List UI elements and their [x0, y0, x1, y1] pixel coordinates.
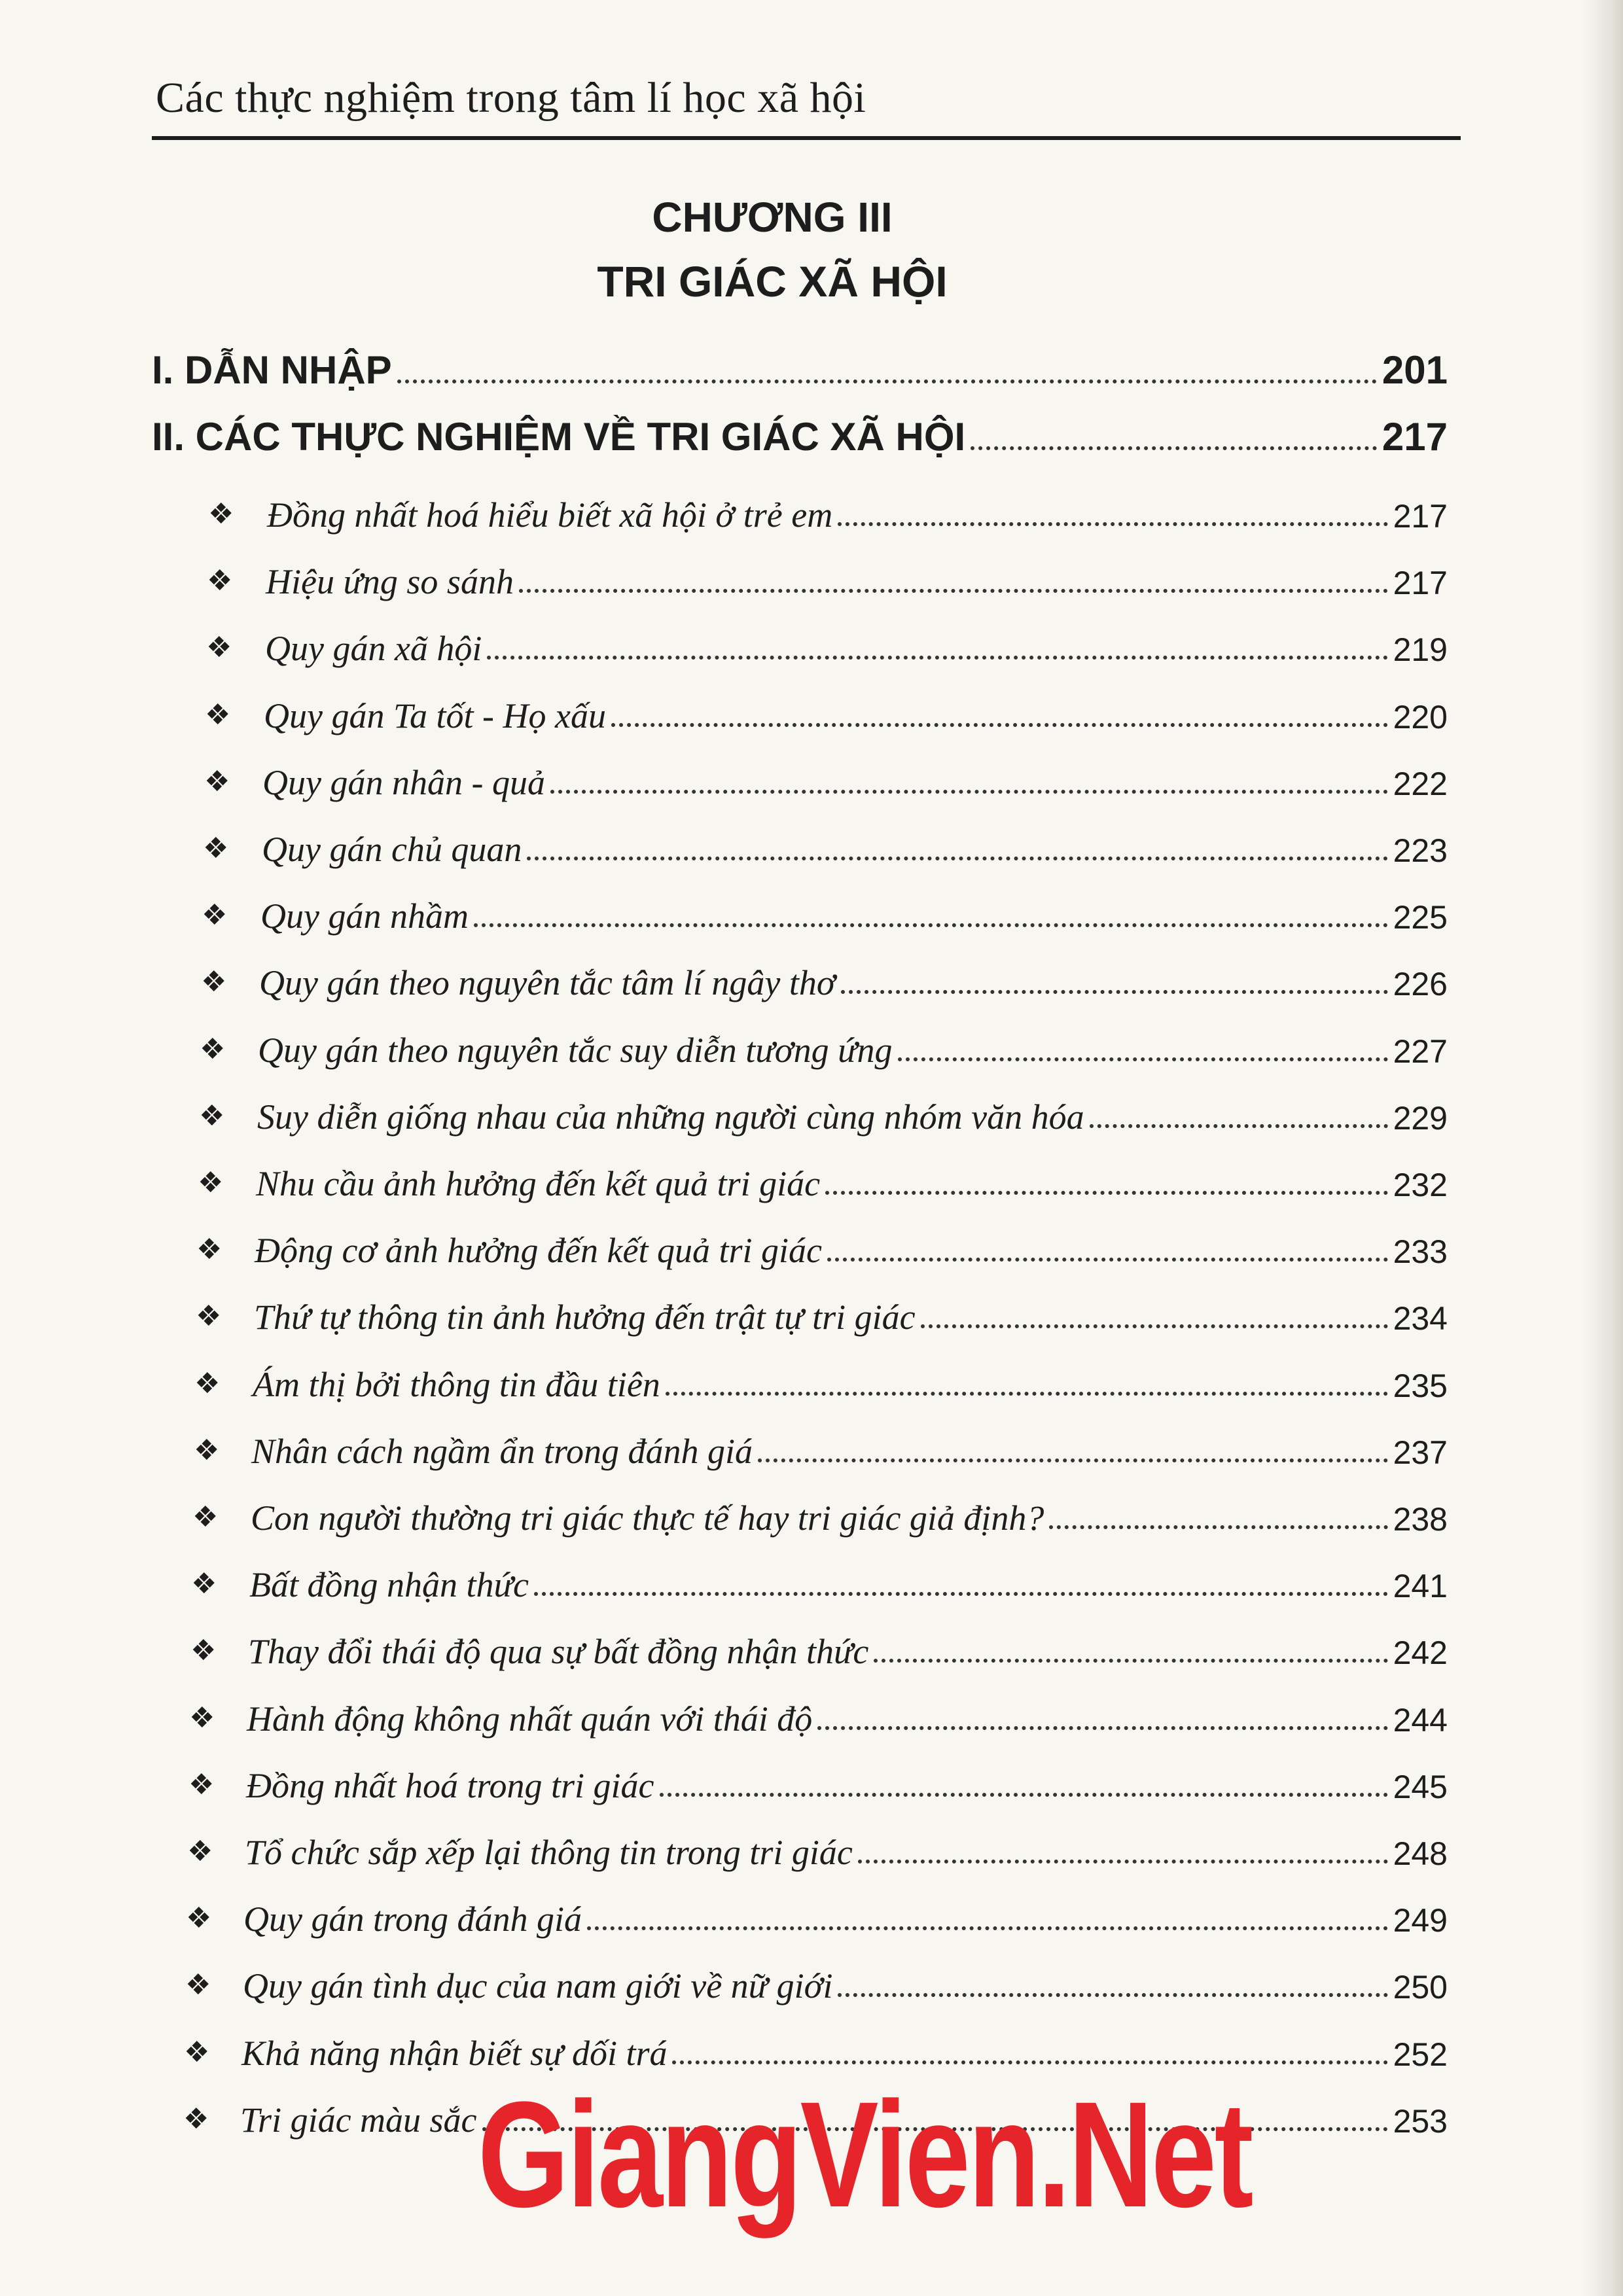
toc-page-number: 234	[1393, 1300, 1448, 1337]
toc-page-number: 235	[1393, 1368, 1448, 1404]
diamond-bullet-icon: ❖	[206, 631, 232, 664]
toc-entry-title: Tổ chức sắp xếp lại thông tin trong tri giác	[245, 1833, 853, 1872]
dot-leader	[527, 857, 1387, 860]
toc-page-number: 249	[1393, 1902, 1448, 1939]
toc-entry-row	[257, 1091, 1448, 1137]
diamond-bullet-icon: ❖	[203, 832, 229, 865]
dot-leader	[397, 380, 1377, 383]
header-rule	[152, 136, 1461, 140]
diamond-bullet-icon: ❖	[202, 898, 228, 932]
toc-entry-title: Bất đồng nhận thức	[249, 1565, 529, 1604]
toc-entry-row	[259, 957, 1448, 1003]
dot-leader	[519, 589, 1388, 593]
diamond-bullet-icon: ❖	[208, 497, 234, 531]
toc-entry-title: Đồng nhất hoá hiểu biết xã hội ở trẻ em	[267, 495, 833, 535]
toc-entry-title: Khả năng nhận biết sự dối trá	[241, 2034, 668, 2073]
toc-entry-row	[241, 2028, 1448, 2074]
toc-page-number: 220	[1393, 699, 1448, 735]
toc-page-number: 233	[1393, 1233, 1448, 1270]
toc-page-number: 248	[1393, 1835, 1448, 1872]
dot-leader	[898, 1057, 1388, 1061]
diamond-bullet-icon: ❖	[189, 1701, 215, 1735]
toc-page-number: 222	[1393, 766, 1448, 802]
toc-entry-row	[249, 1559, 1448, 1605]
toc-entry-row	[262, 824, 1448, 870]
dot-leader	[611, 723, 1388, 727]
toc-entry-title: Quy gán xã hội	[265, 629, 482, 668]
toc-page-number: 232	[1393, 1167, 1448, 1203]
dot-leader	[1049, 1525, 1387, 1529]
dot-leader	[487, 656, 1387, 660]
toc-entry-title: Quy gán nhân - quả	[262, 763, 545, 802]
diamond-bullet-icon: ❖	[192, 1500, 219, 1534]
diamond-bullet-icon: ❖	[199, 1099, 225, 1133]
toc-page-number: 229	[1393, 1100, 1448, 1137]
toc-entry-title: Quy gán chủ quan	[262, 830, 522, 869]
toc-entry-row	[251, 1492, 1448, 1538]
toc-page-number: 252	[1393, 2036, 1448, 2073]
toc-section-title: II. CÁC THỰC NGHIỆM VỀ TRI GIÁC XÃ HỘI	[152, 415, 966, 459]
dot-leader	[971, 446, 1377, 450]
toc-section-title: I. DẪN NHẬP	[152, 348, 392, 392]
toc-page-number: 250	[1393, 1969, 1448, 2005]
toc-entry-title: Nhu cầu ảnh hưởng đến kết quả tri giác	[256, 1164, 821, 1203]
toc-entry-title: Thứ tự thông tin ảnh hưởng đến trật tự tri giác	[254, 1298, 916, 1337]
diamond-bullet-icon: ❖	[183, 2102, 209, 2136]
toc-entry-row	[267, 489, 1448, 535]
chapter-number: CHƯƠNG III	[652, 194, 893, 241]
toc-entry-title: Ám thị bởi thông tin đầu tiên	[253, 1365, 660, 1404]
toc-entry-row	[243, 1960, 1448, 2006]
toc-page-number: 226	[1393, 966, 1448, 1002]
dot-leader	[825, 1191, 1387, 1195]
dot-leader	[550, 790, 1388, 794]
diamond-bullet-icon: ❖	[201, 965, 227, 998]
dot-leader	[817, 1726, 1387, 1730]
toc-page-number: 201	[1382, 348, 1448, 392]
toc-page-number: 217	[1393, 498, 1448, 535]
toc-page-number: 217	[1382, 415, 1448, 459]
toc-page-number: 238	[1393, 1501, 1448, 1538]
toc-entry-row	[251, 1426, 1448, 1472]
dot-leader	[874, 1659, 1387, 1663]
toc-page-number: 245	[1393, 1769, 1448, 1805]
toc-entry-title: Thay đổi thái độ qua sự bất đồng nhận thức	[248, 1632, 869, 1671]
diamond-bullet-icon: ❖	[200, 1033, 226, 1066]
dot-leader	[672, 2060, 1387, 2064]
toc-entry-row	[243, 1894, 1448, 1939]
toc-entry-row	[246, 1760, 1448, 1806]
diamond-bullet-icon: ❖	[205, 698, 231, 732]
diamond-bullet-icon: ❖	[196, 1299, 222, 1333]
page-edge-shadow	[1584, 0, 1623, 2296]
toc-entry-title: Quy gán theo nguyên tắc tâm lí ngây thơ	[259, 963, 836, 1002]
toc-entry-row	[254, 1292, 1448, 1337]
toc-entry-row	[262, 757, 1448, 803]
toc-page-number: 217	[1393, 565, 1448, 601]
diamond-bullet-icon: ❖	[198, 1166, 224, 1199]
toc-entry-row	[258, 1025, 1448, 1070]
diamond-bullet-icon: ❖	[186, 1901, 212, 1935]
diamond-bullet-icon: ❖	[194, 1367, 221, 1400]
dot-leader	[534, 1592, 1388, 1596]
toc-page-number: 227	[1393, 1033, 1448, 1070]
toc-entry-title: Suy diễn giống nhau của những người cùng nhóm văn hóa	[257, 1097, 1084, 1137]
toc-entry-title: Quy gán theo nguyên tắc suy diễn tương ứng	[258, 1031, 893, 1070]
dot-leader	[587, 1926, 1388, 1930]
toc-page-number: 225	[1393, 899, 1448, 936]
toc-entry-title: Quy gán nhầm	[260, 896, 469, 936]
toc-entry-row	[260, 891, 1448, 936]
diamond-bullet-icon: ❖	[196, 1233, 223, 1266]
chapter-title: TRI GIÁC XÃ HỘI	[597, 257, 948, 306]
toc-entry-row	[265, 623, 1448, 669]
diamond-bullet-icon: ❖	[184, 2036, 210, 2069]
diamond-bullet-icon: ❖	[194, 1434, 220, 1467]
dot-leader	[474, 923, 1388, 927]
toc-entry-row	[266, 556, 1448, 602]
toc-entry-row	[248, 1626, 1448, 1672]
toc-entry-row	[247, 1693, 1448, 1739]
running-head: Các thực nghiệm trong tâm lí học xã hội	[156, 74, 866, 122]
toc-entry-title: Hành động không nhất quán với thái độ	[247, 1699, 813, 1739]
toc-entry-title: Con người thường tri giác thực tế hay tri giác giả định?	[251, 1498, 1044, 1538]
dot-leader	[758, 1458, 1388, 1462]
toc-page-number: 242	[1393, 1634, 1448, 1671]
dot-leader	[827, 1258, 1388, 1262]
toc-entry-title: Quy gán Ta tốt - Họ xấu	[264, 696, 606, 735]
toc-page-number: 237	[1393, 1434, 1448, 1471]
dot-leader	[1090, 1124, 1388, 1128]
diamond-bullet-icon: ❖	[185, 1968, 211, 2002]
toc-entry-title: Động cơ ảnh hưởng đến kết quả tri giác	[255, 1231, 822, 1270]
dot-leader	[841, 990, 1388, 994]
diamond-bullet-icon: ❖	[207, 564, 233, 597]
toc-entry-row	[264, 690, 1448, 736]
dot-leader	[666, 1392, 1388, 1396]
diamond-bullet-icon: ❖	[204, 765, 230, 798]
toc-page-number: 241	[1393, 1568, 1448, 1604]
toc-section-row	[152, 347, 1448, 393]
diamond-bullet-icon: ❖	[188, 1768, 215, 1801]
diamond-bullet-icon: ❖	[190, 1634, 217, 1667]
dot-leader	[660, 1793, 1388, 1797]
toc-entry-row	[253, 1359, 1448, 1405]
dot-leader	[921, 1324, 1388, 1328]
diamond-bullet-icon: ❖	[191, 1567, 217, 1600]
toc-entry-title: Tri giác màu sắc	[240, 2100, 477, 2140]
toc-entry-title: Đồng nhất hoá trong tri giác	[246, 1766, 654, 1805]
toc-page-number: 223	[1393, 832, 1448, 869]
toc-section-row	[152, 414, 1448, 459]
toc-entry-title: Quy gán tình dục của nam giới về nữ giới	[243, 1966, 833, 2005]
toc-entry-row	[255, 1225, 1448, 1271]
toc-entry-title: Quy gán trong đánh giá	[243, 1899, 582, 1939]
toc-entry-row	[245, 1827, 1448, 1873]
toc-page-number: 253	[1393, 2103, 1448, 2140]
watermark-logo: GiangVien.Net	[478, 2070, 1252, 2238]
toc-page-number: 219	[1393, 631, 1448, 668]
dot-leader	[858, 1860, 1388, 1863]
diamond-bullet-icon: ❖	[187, 1835, 213, 1868]
dot-leader	[838, 1993, 1387, 1997]
dot-leader	[838, 522, 1387, 526]
toc-entry-row	[256, 1158, 1448, 1204]
toc-entry-title: Nhân cách ngầm ẩn trong đánh giá	[251, 1432, 753, 1471]
toc-entry-title: Hiệu ứng so sánh	[266, 562, 514, 601]
toc-page-number: 244	[1393, 1702, 1448, 1739]
